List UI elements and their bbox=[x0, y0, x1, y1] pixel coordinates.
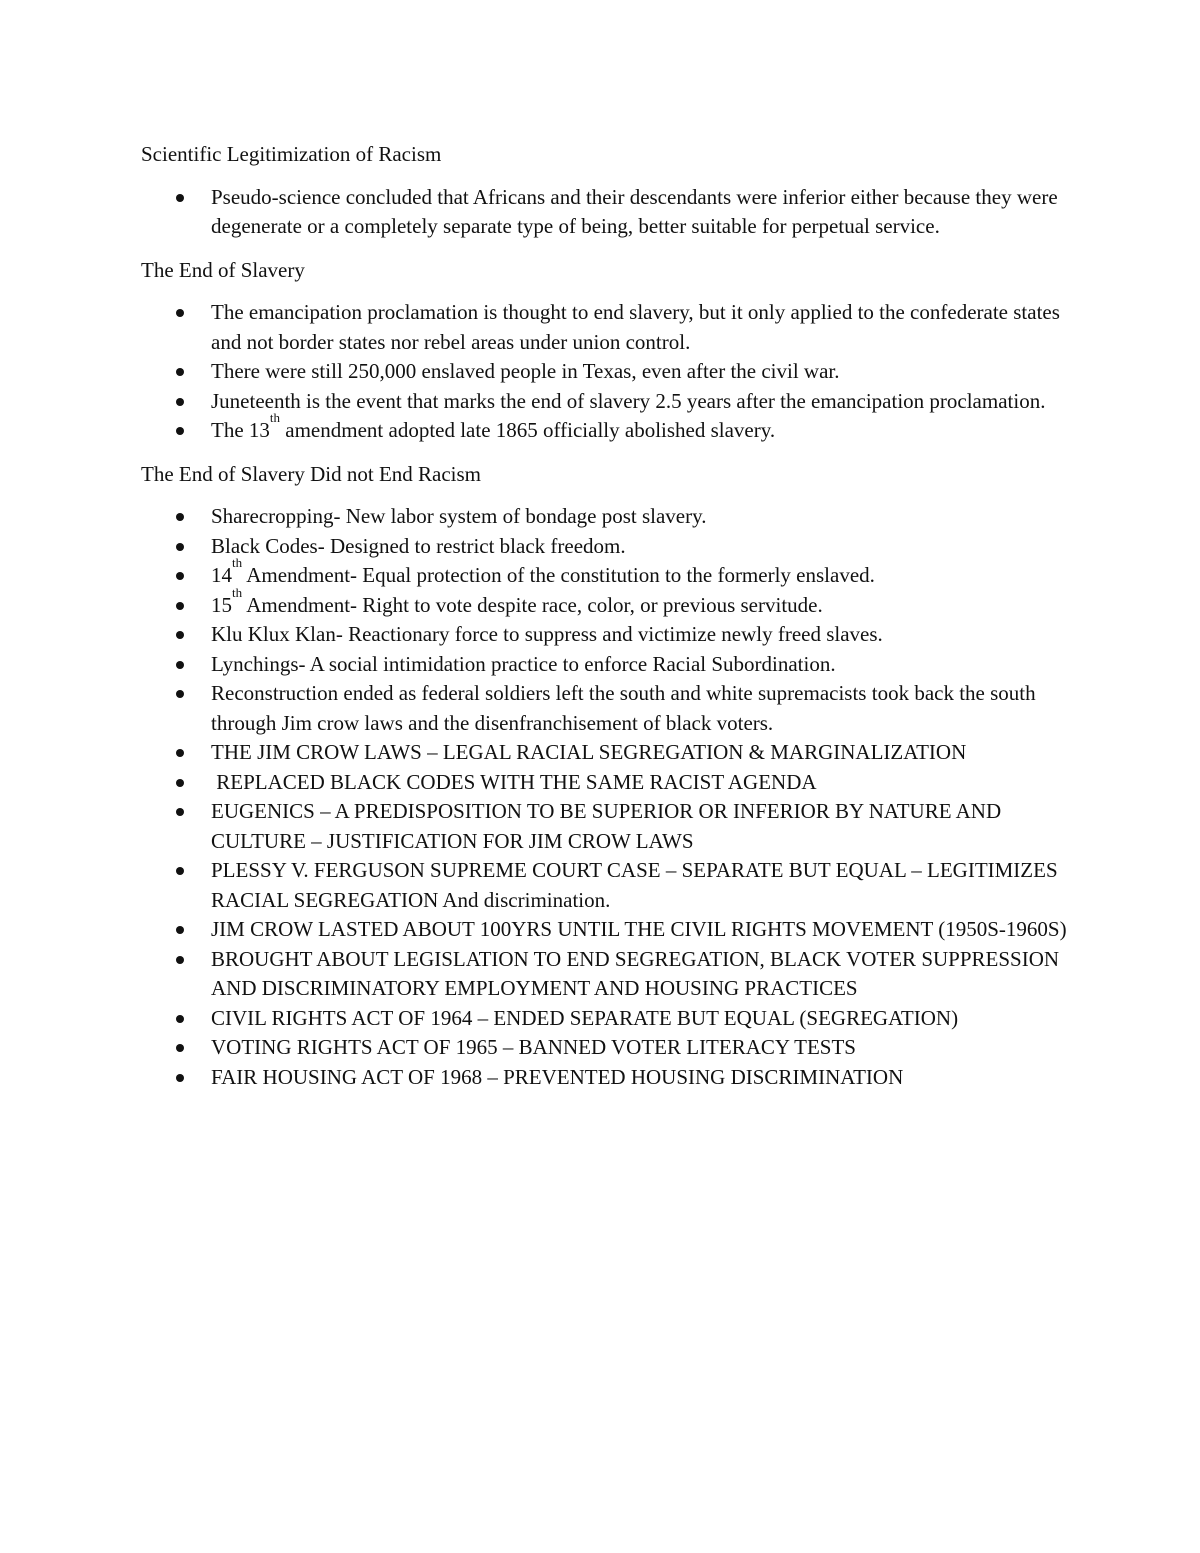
list-item-text: Reconstruction ended as federal soldiers left the south and white supremacists took back the south through Jim crow laws and the disenfranchisement of black voters. bbox=[211, 681, 1036, 735]
bullet-icon bbox=[176, 427, 184, 435]
bullet-icon bbox=[176, 309, 184, 317]
list-item-text: Amendment- Right to vote despite race, color, or previous servitude. bbox=[242, 592, 823, 617]
bullet-icon bbox=[176, 631, 184, 639]
bullet-icon bbox=[176, 661, 184, 669]
list-item bbox=[141, 856, 1071, 915]
list-item bbox=[141, 797, 1071, 856]
list-item-text: Pseudo-science concluded that Africans and their descendants were inferior either because they were degenerate or a completely separate type of being, better suitable for perpetual service. bbox=[211, 184, 1058, 238]
list-item bbox=[141, 1033, 1071, 1063]
list-item bbox=[141, 679, 1071, 738]
section-heading: Scientific Legitimization of Racism bbox=[141, 142, 442, 166]
bullet-icon bbox=[176, 513, 184, 521]
list-item-text: BROUGHT ABOUT LEGISLATION TO END SEGREGATION, BLACK VOTER SUPPRESSION AND DISCRIMINATORY EMPLOYMENT AND HOUSING PRACTICES bbox=[211, 946, 1060, 1000]
list-item-text: THE JIM CROW LAWS – LEGAL RACIAL SEGREGATION & MARGINALIZATION bbox=[211, 740, 967, 764]
list-item-text: 15 bbox=[211, 592, 232, 617]
bullet-icon bbox=[176, 690, 184, 698]
bullet-icon bbox=[176, 779, 184, 787]
list-item-text: JIM CROW LASTED ABOUT 100YRS UNTIL THE CIVIL RIGHTS MOVEMENT (1950S-1960S) bbox=[211, 917, 1067, 941]
bullet-icon bbox=[176, 1015, 184, 1023]
ordinal-superscript: th bbox=[232, 555, 243, 570]
list-item-text: Klu Klux Klan- Reactionary force to suppress and victimize newly freed slaves. bbox=[211, 622, 883, 646]
list-item bbox=[141, 532, 1071, 562]
list-item-text: The emancipation proclamation is thought to end slavery, but it only applied to the confederate states and not border states nor rebel areas under union control. bbox=[211, 300, 1060, 354]
list-item bbox=[141, 555, 1071, 591]
list-item-text: The 13 bbox=[211, 418, 270, 442]
bullet-icon bbox=[176, 194, 184, 202]
list-item bbox=[141, 915, 1071, 945]
section-heading: The End of Slavery bbox=[141, 257, 305, 282]
bullet-icon bbox=[176, 867, 184, 875]
list-item-text: Lynchings- A social intimidation practice to enforce Racial Subordination. bbox=[211, 651, 836, 676]
list-item-text: FAIR HOUSING ACT OF 1968 – PREVENTED HOUSING DISCRIMINATION bbox=[211, 1064, 904, 1089]
bullet-list bbox=[141, 298, 1071, 446]
document-page bbox=[141, 140, 1071, 1106]
list-item-text: 14 bbox=[211, 563, 232, 587]
list-item-text: REPLACED BLACK CODES WITH THE SAME RACIST AGENDA bbox=[211, 769, 817, 794]
ordinal-superscript: th bbox=[269, 410, 281, 425]
list-item-text: Black Codes- Designed to restrict black freedom. bbox=[211, 533, 626, 558]
list-item-text: CIVIL RIGHTS ACT OF 1964 – ENDED SEPARATE BUT EQUAL (SEGREGATION) bbox=[211, 1005, 959, 1030]
list-item bbox=[141, 357, 1071, 387]
bullet-icon bbox=[176, 749, 184, 757]
list-item bbox=[141, 387, 1071, 417]
bullet-icon bbox=[176, 398, 184, 406]
list-item bbox=[141, 738, 1071, 768]
bullet-icon bbox=[176, 368, 184, 376]
list-item bbox=[141, 584, 1071, 621]
list-item-text: VOTING RIGHTS ACT OF 1965 – BANNED VOTER LITERACY TESTS bbox=[211, 1035, 856, 1059]
list-item bbox=[141, 945, 1071, 1004]
list-item-text: There were still 250,000 enslaved people in Texas, even after the civil war. bbox=[211, 359, 840, 383]
ordinal-superscript: th bbox=[232, 584, 243, 600]
list-item bbox=[141, 183, 1071, 242]
list-item bbox=[141, 620, 1071, 650]
list-item bbox=[141, 298, 1071, 357]
list-item bbox=[141, 650, 1071, 680]
list-item-text: Sharecropping- New labor system of bondage post slavery. bbox=[211, 504, 707, 528]
bullet-icon bbox=[176, 926, 184, 934]
bullet-icon bbox=[176, 808, 184, 816]
bullet-icon bbox=[176, 572, 184, 580]
section-heading: The End of Slavery Did not End Racism bbox=[141, 461, 482, 486]
list-item-text: amendment adopted late 1865 officially abolished slavery. bbox=[280, 418, 776, 442]
list-item-text: Amendment- Equal protection of the constitution to the formerly enslaved. bbox=[242, 563, 875, 587]
list-item bbox=[141, 502, 1071, 532]
bullet-icon bbox=[176, 956, 184, 964]
list-item-text: EUGENICS – A PREDISPOSITION TO BE SUPERIOR OR INFERIOR BY NATURE AND CULTURE – JUSTIFICATION FOR JIM CROW LAWS bbox=[211, 799, 1002, 853]
list-item-text: Juneteenth is the event that marks the end of slavery 2.5 years after the emancipation proclamation. bbox=[211, 388, 1046, 413]
list-item bbox=[141, 410, 1071, 446]
list-item-text: PLESSY V. FERGUSON SUPREME COURT CASE – SEPARATE BUT EQUAL – LEGITIMIZES RACIAL SEGREGATION And discrimination. bbox=[211, 858, 1058, 912]
list-item bbox=[141, 768, 1071, 798]
bullet-list bbox=[141, 183, 1071, 242]
list-item bbox=[141, 1063, 1071, 1093]
bullet-icon bbox=[176, 1074, 184, 1082]
bullet-icon bbox=[176, 1044, 184, 1052]
bullet-icon bbox=[176, 543, 184, 551]
list-item bbox=[141, 1004, 1071, 1034]
bullet-list bbox=[141, 502, 1071, 1092]
bullet-icon bbox=[176, 602, 184, 610]
